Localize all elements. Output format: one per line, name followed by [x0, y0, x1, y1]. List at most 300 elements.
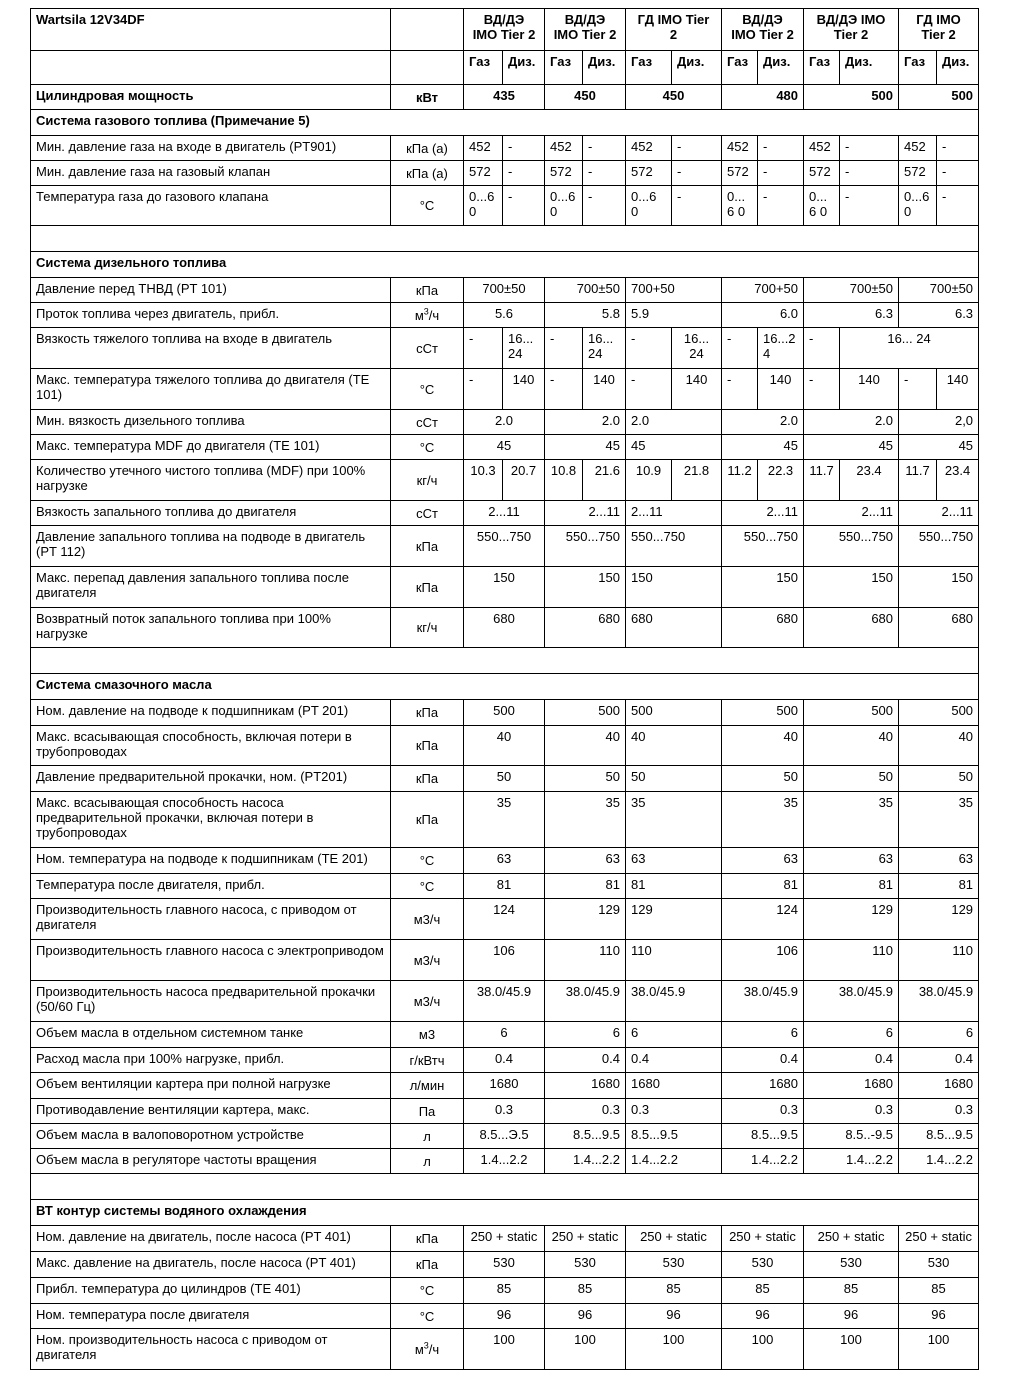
value-cell: 96	[464, 1304, 545, 1329]
parameter-label: Ном. температура после двигателя	[31, 1304, 391, 1329]
value-cell: 35	[899, 792, 979, 848]
value-cell: 0.4	[899, 1048, 979, 1073]
value-cell: 35	[626, 792, 722, 848]
value-cell: 129	[899, 899, 979, 940]
parameter-label: Объем масла в отдельном системном танке	[31, 1022, 391, 1048]
parameter-label: Давление предварительной прокачки, ном. (PT201)	[31, 766, 391, 792]
table-row	[31, 1149, 979, 1174]
value-cell: 700+50	[626, 278, 722, 303]
value-cell: 16...24	[583, 328, 626, 369]
value-cell: 1.4...2.2	[722, 1149, 804, 1174]
unit-cell: м3	[391, 1022, 464, 1048]
value-cell: 35	[804, 792, 899, 848]
value-cell: 38.0/45.9	[626, 981, 722, 1022]
value-cell: 530	[899, 1252, 979, 1278]
value-cell: 23.4	[937, 460, 979, 501]
value-cell: 150	[899, 567, 979, 608]
value-cell: 85	[464, 1278, 545, 1304]
value-cell: 2...11	[626, 501, 722, 526]
table-row	[31, 874, 979, 899]
section-title-water: ВТ контур системы водяного охлаждения	[31, 1200, 979, 1226]
value-cell: 0.3	[626, 1099, 722, 1124]
value-cell: 6.0	[722, 303, 804, 328]
unit-cell: м3/ч	[391, 981, 464, 1022]
value-cell: 124	[722, 899, 804, 940]
value-cell: 2...11	[545, 501, 626, 526]
unit-cell: кПа	[391, 792, 464, 848]
value-cell: 85	[545, 1278, 626, 1304]
unit-cell: кПа	[391, 700, 464, 726]
parameter-label: Температура газа до газового клапана	[31, 186, 391, 226]
value-cell: 452	[545, 136, 583, 161]
oil-rows	[31, 700, 979, 1174]
section-title-oil: Система смазочного масла	[31, 674, 979, 700]
value-cell: 110	[626, 940, 722, 981]
table-row	[31, 608, 979, 648]
value-cell: 700±50	[464, 278, 545, 303]
value-cell: 1680	[899, 1073, 979, 1099]
table-row	[31, 1073, 979, 1099]
value-cell: 530	[804, 1252, 899, 1278]
parameter-label: Макс. перепад давления запального топлива после двигателя	[31, 567, 391, 608]
diesel-rows	[31, 278, 979, 648]
value-cell: 530	[626, 1252, 722, 1278]
value-cell: 550...750	[804, 526, 899, 567]
unit-cell: кПа	[391, 1252, 464, 1278]
value-cell: 0...6 0	[899, 186, 937, 226]
value-cell: 40	[626, 726, 722, 766]
value-cell: 1680	[722, 1073, 804, 1099]
value-cell: 0...6 0	[626, 186, 672, 226]
value-cell: 45	[722, 435, 804, 460]
value-cell: 1.4...2.2	[804, 1149, 899, 1174]
value-cell: 85	[899, 1278, 979, 1304]
value-cell: -	[503, 136, 545, 161]
table-row	[31, 1048, 979, 1073]
unit-cell: сСт	[391, 328, 464, 369]
value-cell: 110	[804, 940, 899, 981]
value-cell: 100	[899, 1329, 979, 1370]
value-cell: 700±50	[545, 278, 626, 303]
value-cell: 63	[626, 848, 722, 874]
unit-cell: м3/ч	[391, 899, 464, 940]
parameter-label: Температура после двигателя, прибл.	[31, 874, 391, 899]
table-row	[31, 435, 979, 460]
table-row	[31, 369, 979, 410]
parameter-label: Давление запального топлива на подводе в двигатель (PT 112)	[31, 526, 391, 567]
value-cell: 8.5...9.5	[722, 1124, 804, 1149]
value-cell: 96	[722, 1304, 804, 1329]
value-cell: -	[672, 186, 722, 226]
fuel-type-label: Диз.	[503, 51, 545, 85]
value-cell: 0...6 0	[804, 186, 840, 226]
value-cell: 38.0/45.9	[545, 981, 626, 1022]
power-value: 450	[545, 85, 626, 110]
value-cell: 63	[464, 848, 545, 874]
value-cell: 500	[804, 700, 899, 726]
value-cell: -	[758, 161, 804, 186]
value-cell: 38.0/45.9	[899, 981, 979, 1022]
value-cell: -	[804, 328, 840, 369]
value-cell: 0.4	[804, 1048, 899, 1073]
unit-cell: сСт	[391, 410, 464, 435]
table-row	[31, 1304, 979, 1329]
value-cell: 50	[545, 766, 626, 792]
value-cell: 2.0	[722, 410, 804, 435]
value-cell: 0.4	[626, 1048, 722, 1073]
table-row	[31, 161, 979, 186]
value-cell: 500	[722, 700, 804, 726]
value-cell: 530	[722, 1252, 804, 1278]
value-cell: 124	[464, 899, 545, 940]
table-row	[31, 136, 979, 161]
value-cell: -	[583, 161, 626, 186]
value-cell: 6	[626, 1022, 722, 1048]
table-row	[31, 410, 979, 435]
value-cell: 81	[464, 874, 545, 899]
value-cell: 63	[804, 848, 899, 874]
table-row	[31, 1329, 979, 1370]
power-value: 500	[804, 85, 899, 110]
section-header-row	[31, 1200, 979, 1226]
parameter-label: Макс. всасывающая способность, включая потери в трубопроводах	[31, 726, 391, 766]
value-cell: 140	[758, 369, 804, 410]
parameter-label: Объем вентиляции картера при полной нагрузке	[31, 1073, 391, 1099]
value-cell: 2.0	[464, 410, 545, 435]
value-cell: 140	[672, 369, 722, 410]
value-cell: 0...6 0	[464, 186, 503, 226]
value-cell: 96	[626, 1304, 722, 1329]
value-cell: 150	[804, 567, 899, 608]
fuel-type-label: Диз.	[672, 51, 722, 85]
value-cell: 81	[899, 874, 979, 899]
value-cell: 680	[804, 608, 899, 648]
engine-title: Wartsila 12V34DF	[31, 9, 391, 51]
variant-header: ВД/ДЭ IMO Tier 2	[545, 9, 626, 51]
value-cell: 50	[899, 766, 979, 792]
value-cell: 0...6 0	[722, 186, 758, 226]
value-cell: 2...11	[804, 501, 899, 526]
value-cell: -	[937, 161, 979, 186]
value-cell: 250 + static	[899, 1226, 979, 1252]
value-cell: 35	[545, 792, 626, 848]
value-cell: 452	[464, 136, 503, 161]
value-cell: 452	[722, 136, 758, 161]
value-cell: 140	[937, 369, 979, 410]
value-cell: -	[545, 328, 583, 369]
value-cell: 0.3	[545, 1099, 626, 1124]
fuel-type-label: Газ	[626, 51, 672, 85]
table-row	[31, 328, 979, 369]
unit-cell: $м^3/ч$	[391, 303, 464, 328]
unit-cell: кПа (а)	[391, 136, 464, 161]
unit-cell: кПа	[391, 1226, 464, 1252]
value-cell: 680	[626, 608, 722, 648]
value-cell: 5.9	[626, 303, 722, 328]
value-cell: -	[583, 136, 626, 161]
parameter-label: Макс. давление на двигатель, после насоса (PT 401)	[31, 1252, 391, 1278]
value-cell: -	[464, 369, 503, 410]
value-cell: 45	[804, 435, 899, 460]
value-cell: 530	[464, 1252, 545, 1278]
parameter-label: Производительность насоса предварительной прокачки (50/60 Гц)	[31, 981, 391, 1022]
value-cell: 100	[545, 1329, 626, 1370]
value-cell: 500	[899, 700, 979, 726]
value-cell: 2...11	[899, 501, 979, 526]
unit-cell: л/мин	[391, 1073, 464, 1099]
variant-header: ГД IMO Tier 2	[626, 9, 722, 51]
table-row	[31, 278, 979, 303]
value-cell: 1680	[464, 1073, 545, 1099]
parameter-label: Макс. всасывающая способность насоса предварительной прокачки, включая потери в трубопроводах	[31, 792, 391, 848]
value-cell: 38.0/45.9	[722, 981, 804, 1022]
value-cell: 452	[626, 136, 672, 161]
value-cell: 96	[545, 1304, 626, 1329]
table-row	[31, 848, 979, 874]
value-cell: 700±50	[804, 278, 899, 303]
table-row	[31, 899, 979, 940]
value-cell: -	[545, 369, 583, 410]
unit-cell: °C	[391, 1304, 464, 1329]
value-cell: 452	[804, 136, 840, 161]
unit-cell: кПа	[391, 726, 464, 766]
value-cell: -	[626, 328, 672, 369]
value-cell: 16... 24	[503, 328, 545, 369]
header-blank	[391, 9, 464, 51]
unit-cell: кПа	[391, 526, 464, 567]
value-cell: 129	[626, 899, 722, 940]
value-cell: 129	[545, 899, 626, 940]
table-row	[31, 792, 979, 848]
table-row	[31, 186, 979, 226]
variant-header: ВД/ДЭ IMO Tier 2	[464, 9, 545, 51]
value-cell: 572	[804, 161, 840, 186]
value-cell: 40	[545, 726, 626, 766]
unit-cell: °C	[391, 186, 464, 226]
parameter-label: Ном. давление на двигатель, после насоса (PT 401)	[31, 1226, 391, 1252]
value-cell: 150	[464, 567, 545, 608]
value-cell: 0.3	[464, 1099, 545, 1124]
value-cell: 1.4...2.2	[899, 1149, 979, 1174]
value-cell: 40	[464, 726, 545, 766]
unit-cell: кг/ч	[391, 608, 464, 648]
value-cell: 10.8	[545, 460, 583, 501]
table-row	[31, 1252, 979, 1278]
parameter-label: Мин. давление газа на входе в двигатель (PT901)	[31, 136, 391, 161]
value-cell: 96	[899, 1304, 979, 1329]
value-cell: 150	[722, 567, 804, 608]
value-cell: 0.3	[899, 1099, 979, 1124]
value-cell: -	[503, 161, 545, 186]
parameter-label: Производительность главного насоса с электроприводом	[31, 940, 391, 981]
value-cell: 550...750	[899, 526, 979, 567]
value-cell: -	[672, 161, 722, 186]
unit-cell: °C	[391, 874, 464, 899]
gas-rows	[31, 136, 979, 226]
value-cell: 45	[464, 435, 545, 460]
value-cell: 680	[545, 608, 626, 648]
fuel-type-label: Диз.	[583, 51, 626, 85]
fuel-type-label: Диз.	[840, 51, 899, 85]
value-cell: 150	[545, 567, 626, 608]
value-cell: 680	[722, 608, 804, 648]
value-cell: 45	[626, 435, 722, 460]
value-cell: 81	[626, 874, 722, 899]
value-cell: 81	[722, 874, 804, 899]
parameter-label: Давление перед ТНВД (PT 101)	[31, 278, 391, 303]
value-cell: 20.7	[503, 460, 545, 501]
table-row	[31, 981, 979, 1022]
value-cell: -	[583, 186, 626, 226]
value-cell: 250 + static	[804, 1226, 899, 1252]
unit-cell: Па	[391, 1099, 464, 1124]
value-cell: 1680	[626, 1073, 722, 1099]
header-row	[31, 9, 979, 51]
value-cell: 8.5...9.5	[626, 1124, 722, 1149]
value-cell: 100	[464, 1329, 545, 1370]
value-cell: 250 + static	[722, 1226, 804, 1252]
variant-header: ГД IMO Tier 2	[899, 9, 979, 51]
value-cell: 8.5...Э.5	[464, 1124, 545, 1149]
value-cell: 100	[626, 1329, 722, 1370]
fuel-type-label: Газ	[722, 51, 758, 85]
value-cell: 21.8	[672, 460, 722, 501]
power-value: 500	[899, 85, 979, 110]
unit-cell: °C	[391, 435, 464, 460]
power-unit: кВт	[391, 85, 464, 110]
unit-cell: кПа	[391, 766, 464, 792]
parameter-label: Расход масла при 100% нагрузке, прибл.	[31, 1048, 391, 1073]
value-cell: 6.3	[804, 303, 899, 328]
value-cell: 1.4...2.2	[464, 1149, 545, 1174]
value-cell: -	[758, 186, 804, 226]
value-cell: 140	[503, 369, 545, 410]
parameter-label: Вязкость запального топлива до двигателя	[31, 501, 391, 526]
table-row	[31, 1124, 979, 1149]
value-cell: 106	[722, 940, 804, 981]
value-cell: -	[899, 369, 937, 410]
value-cell: 572	[626, 161, 672, 186]
section-title-diesel: Система дизельного топлива	[31, 252, 979, 278]
value-cell: 11.7	[899, 460, 937, 501]
value-cell: 0...6 0	[545, 186, 583, 226]
value-cell: 110	[545, 940, 626, 981]
parameter-label: Возвратный поток запального топлива при 100% нагрузке	[31, 608, 391, 648]
value-cell: 63	[899, 848, 979, 874]
parameter-label: Вязкость тяжелого топлива на входе в двигатель	[31, 328, 391, 369]
variant-header: ВД/ДЭ IMO Tier 2	[722, 9, 804, 51]
parameter-label: Количество утечного чистого топлива (MDF) при 100% нагрузке	[31, 460, 391, 501]
value-cell: 16... 24	[672, 328, 722, 369]
value-cell: 2.0	[804, 410, 899, 435]
fuel-type-label: Диз.	[937, 51, 979, 85]
unit-cell: кг/ч	[391, 460, 464, 501]
value-cell: 22.3	[758, 460, 804, 501]
value-cell: 2...11	[722, 501, 804, 526]
value-cell: 500	[626, 700, 722, 726]
parameter-label: Ном. температура на подводе к подшипникам (TE 201)	[31, 848, 391, 874]
variant-header: ВД/ДЭ IMO Tier 2	[804, 9, 899, 51]
value-cell: 38.0/45.9	[804, 981, 899, 1022]
table-row	[31, 303, 979, 328]
value-cell: 40	[899, 726, 979, 766]
value-cell: -	[937, 186, 979, 226]
unit-cell: г/кВтч	[391, 1048, 464, 1073]
value-cell: 5.6	[464, 303, 545, 328]
value-cell: 96	[804, 1304, 899, 1329]
fuel-type-label: Газ	[464, 51, 503, 85]
power-value: 480	[722, 85, 804, 110]
value-cell: 106	[464, 940, 545, 981]
value-cell: -	[464, 328, 503, 369]
value-cell: 2,0	[899, 410, 979, 435]
value-cell: 1.4...2.2	[626, 1149, 722, 1174]
value-cell: 572	[545, 161, 583, 186]
value-cell: 572	[899, 161, 937, 186]
parameter-label: Противодавление вентиляции картера, макс.	[31, 1099, 391, 1124]
value-cell: 0.4	[545, 1048, 626, 1073]
parameter-label: Объем масла в регуляторе частоты вращения	[31, 1149, 391, 1174]
value-cell: 452	[899, 136, 937, 161]
parameter-label: Проток топлива через двигатель, прибл.	[31, 303, 391, 328]
table-row	[31, 700, 979, 726]
value-cell: 0.4	[722, 1048, 804, 1073]
value-cell: 0.3	[722, 1099, 804, 1124]
value-cell: 63	[545, 848, 626, 874]
value-cell: 680	[899, 608, 979, 648]
value-cell: 572	[464, 161, 503, 186]
value-cell: 6	[899, 1022, 979, 1048]
unit-cell: °C	[391, 1278, 464, 1304]
value-cell: 23.4	[840, 460, 899, 501]
unit-cell: м3/ч	[391, 940, 464, 981]
table-row	[31, 1226, 979, 1252]
value-cell: 1680	[545, 1073, 626, 1099]
section-header-row	[31, 674, 979, 700]
table-row	[31, 940, 979, 981]
value-cell: 2...11	[464, 501, 545, 526]
value-cell: 50	[626, 766, 722, 792]
power-label: Цилиндровая мощность	[31, 85, 391, 110]
section-header-row	[31, 252, 979, 278]
fuel-type-row	[31, 51, 979, 85]
parameter-label: Ном. производительность насоса с приводом от двигателя	[31, 1329, 391, 1370]
value-cell: -	[672, 136, 722, 161]
value-cell: 700+50	[722, 278, 804, 303]
value-cell: -	[758, 136, 804, 161]
value-cell: 85	[804, 1278, 899, 1304]
unit-cell: л	[391, 1149, 464, 1174]
value-cell: 5.8	[545, 303, 626, 328]
table-row	[31, 1022, 979, 1048]
fuel-type-label: Газ	[545, 51, 583, 85]
value-cell: 0.4	[464, 1048, 545, 1073]
value-cell: 21.6	[583, 460, 626, 501]
water-rows	[31, 1226, 979, 1370]
value-cell: 6	[464, 1022, 545, 1048]
value-cell: 8.5..-9.5	[804, 1124, 899, 1149]
value-cell: 110	[899, 940, 979, 981]
value-cell: 16... 24	[840, 328, 979, 369]
value-cell: 1.4...2.2	[545, 1149, 626, 1174]
fuel-type-label: Диз.	[758, 51, 804, 85]
value-cell: 250 + static	[545, 1226, 626, 1252]
unit-cell: $м^3/ч$	[391, 1329, 464, 1370]
value-cell: 85	[626, 1278, 722, 1304]
parameter-label: Производительность главного насоса, с приводом от двигателя	[31, 899, 391, 940]
value-cell: 1680	[804, 1073, 899, 1099]
parameter-label: Прибл. температура до цилиндров (TE 401)	[31, 1278, 391, 1304]
